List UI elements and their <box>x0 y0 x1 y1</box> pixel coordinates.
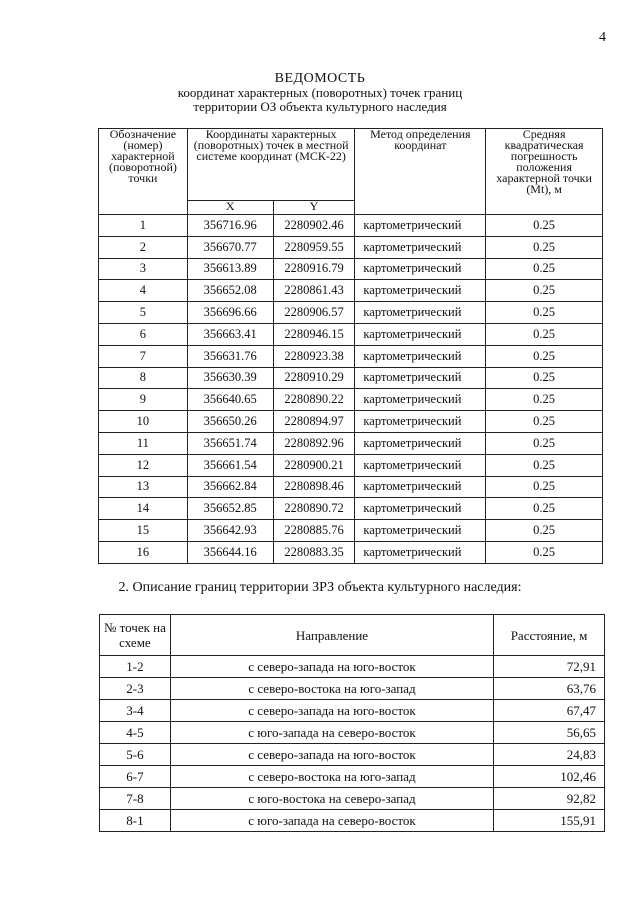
distance-cell: 155,91 <box>494 810 605 832</box>
header-points: № точек на схеме <box>100 615 171 656</box>
point-number-cell: 13 <box>99 476 188 498</box>
x-coordinate-cell: 356644.16 <box>187 541 273 563</box>
direction-cell: с северо-востока на юго-запад <box>170 678 493 700</box>
distance-cell: 92,82 <box>494 788 605 810</box>
method-cell: картометрический <box>355 345 486 367</box>
x-coordinate-cell: 356670.77 <box>187 236 273 258</box>
error-cell: 0.25 <box>486 258 603 280</box>
table-row <box>99 411 603 433</box>
points-cell: 1-2 <box>100 656 171 678</box>
title-line-2: координат характерных (поворотных) точек границ <box>177 85 463 100</box>
point-number-cell: 2 <box>99 236 188 258</box>
table-row <box>100 810 605 832</box>
table-row <box>99 432 603 454</box>
header-method: Метод определения координат <box>355 129 486 215</box>
method-cell: картометрический <box>355 541 486 563</box>
distance-cell: 72,91 <box>494 656 605 678</box>
points-cell: 4-5 <box>100 722 171 744</box>
y-coordinate-cell: 2280892.96 <box>273 432 355 454</box>
x-coordinate-cell: 356716.96 <box>187 215 273 237</box>
distance-cell: 24,83 <box>494 744 605 766</box>
direction-cell: с северо-запада на юго-восток <box>170 744 493 766</box>
error-cell: 0.25 <box>486 432 603 454</box>
x-coordinate-cell: 356650.26 <box>187 411 273 433</box>
y-coordinate-cell: 2280923.38 <box>273 345 355 367</box>
table-row <box>99 389 603 411</box>
point-number-cell: 4 <box>99 280 188 302</box>
table-row <box>99 498 603 520</box>
points-cell: 6-7 <box>100 766 171 788</box>
method-cell: картометрический <box>355 323 486 345</box>
header-designation: Обозначение (номер) характерной (поворотной) точки <box>99 129 188 215</box>
y-coordinate-cell: 2280861.43 <box>273 280 355 302</box>
y-coordinate-cell: 2280906.57 <box>273 302 355 324</box>
error-cell: 0.25 <box>486 367 603 389</box>
x-coordinate-cell: 356652.85 <box>187 498 273 520</box>
error-cell: 0.25 <box>486 280 603 302</box>
point-number-cell: 15 <box>99 520 188 542</box>
header-error: Средняя квадратическая погрешность положения характерной точки (Mt), м <box>486 129 603 215</box>
table-row <box>99 541 603 563</box>
table-row <box>99 367 603 389</box>
error-cell: 0.25 <box>486 498 603 520</box>
error-cell: 0.25 <box>486 520 603 542</box>
x-coordinate-cell: 356631.76 <box>187 345 273 367</box>
table-row <box>99 323 603 345</box>
table-row <box>100 744 605 766</box>
section-2-title: 2. Описание границ территории ЗРЗ объекта культурного наследия: <box>118 580 522 595</box>
points-cell: 8-1 <box>100 810 171 832</box>
point-number-cell: 11 <box>99 432 188 454</box>
table-row <box>99 520 603 542</box>
point-number-cell: 9 <box>99 389 188 411</box>
table-row <box>99 236 603 258</box>
method-cell: картометрический <box>355 258 486 280</box>
point-number-cell: 3 <box>99 258 188 280</box>
table-row <box>100 722 605 744</box>
x-coordinate-cell: 356662.84 <box>187 476 273 498</box>
x-coordinate-cell: 356652.08 <box>187 280 273 302</box>
header-distance: Расстояние, м <box>494 615 605 656</box>
direction-cell: с северо-востока на юго-запад <box>170 766 493 788</box>
y-coordinate-cell: 2280890.22 <box>273 389 355 411</box>
table-row <box>100 700 605 722</box>
point-number-cell: 1 <box>99 215 188 237</box>
point-number-cell: 5 <box>99 302 188 324</box>
title-line-3: территории ОЗ объекта культурного наследия <box>193 99 447 114</box>
direction-cell: с северо-запада на юго-восток <box>170 656 493 678</box>
method-cell: картометрический <box>355 302 486 324</box>
point-number-cell: 16 <box>99 541 188 563</box>
document-title <box>0 72 640 114</box>
points-cell: 5-6 <box>100 744 171 766</box>
x-coordinate-cell: 356642.93 <box>187 520 273 542</box>
method-cell: картометрический <box>355 236 486 258</box>
x-coordinate-cell: 356613.89 <box>187 258 273 280</box>
direction-cell: с юго-запада на северо-восток <box>170 810 493 832</box>
method-cell: картометрический <box>355 454 486 476</box>
y-coordinate-cell: 2280910.29 <box>273 367 355 389</box>
coordinates-table <box>98 128 603 564</box>
error-cell: 0.25 <box>486 476 603 498</box>
y-coordinate-cell: 2280902.46 <box>273 215 355 237</box>
point-number-cell: 6 <box>99 323 188 345</box>
error-cell: 0.25 <box>486 323 603 345</box>
distance-cell: 56,65 <box>494 722 605 744</box>
table-row <box>100 656 605 678</box>
method-cell: картометрический <box>355 498 486 520</box>
table-row <box>99 302 603 324</box>
point-number-cell: 14 <box>99 498 188 520</box>
y-coordinate-cell: 2280894.97 <box>273 411 355 433</box>
method-cell: картометрический <box>355 389 486 411</box>
points-cell: 2-3 <box>100 678 171 700</box>
x-coordinate-cell: 356661.54 <box>187 454 273 476</box>
y-coordinate-cell: 2280883.35 <box>273 541 355 563</box>
error-cell: 0.25 <box>486 236 603 258</box>
table-row <box>99 280 603 302</box>
error-cell: 0.25 <box>486 411 603 433</box>
method-cell: картометрический <box>355 520 486 542</box>
y-coordinate-cell: 2280946.15 <box>273 323 355 345</box>
distance-cell: 67,47 <box>494 700 605 722</box>
x-coordinate-cell: 356630.39 <box>187 367 273 389</box>
y-coordinate-cell: 2280898.46 <box>273 476 355 498</box>
header-x: X <box>187 201 273 215</box>
table-row <box>99 476 603 498</box>
point-number-cell: 8 <box>99 367 188 389</box>
table-row <box>100 788 605 810</box>
method-cell: картометрический <box>355 367 486 389</box>
y-coordinate-cell: 2280890.72 <box>273 498 355 520</box>
y-coordinate-cell: 2280959.55 <box>273 236 355 258</box>
error-cell: 0.25 <box>486 345 603 367</box>
method-cell: картометрический <box>355 215 486 237</box>
points-cell: 3-4 <box>100 700 171 722</box>
points-cell: 7-8 <box>100 788 171 810</box>
direction-cell: с юго-востока на северо-запад <box>170 788 493 810</box>
header-y: Y <box>273 201 355 215</box>
table-row <box>99 215 603 237</box>
method-cell: картометрический <box>355 280 486 302</box>
header-coordinates: Координаты характерных (поворотных) точек в местной системе координат (МСК-22) <box>187 129 355 201</box>
error-cell: 0.25 <box>486 302 603 324</box>
y-coordinate-cell: 2280900.21 <box>273 454 355 476</box>
error-cell: 0.25 <box>486 454 603 476</box>
table-row <box>99 345 603 367</box>
error-cell: 0.25 <box>486 215 603 237</box>
table-row <box>100 678 605 700</box>
page-number: 4 <box>599 30 606 45</box>
distance-cell: 102,46 <box>494 766 605 788</box>
direction-cell: с северо-запада на юго-восток <box>170 700 493 722</box>
table-row <box>99 258 603 280</box>
method-cell: картометрический <box>355 411 486 433</box>
x-coordinate-cell: 356696.66 <box>187 302 273 324</box>
direction-cell: с юго-запада на северо-восток <box>170 722 493 744</box>
x-coordinate-cell: 356663.41 <box>187 323 273 345</box>
header-direction: Направление <box>170 615 493 656</box>
method-cell: картометрический <box>355 432 486 454</box>
error-cell: 0.25 <box>486 541 603 563</box>
boundary-description-table <box>99 614 605 832</box>
x-coordinate-cell: 356640.65 <box>187 389 273 411</box>
table-row <box>100 766 605 788</box>
y-coordinate-cell: 2280916.79 <box>273 258 355 280</box>
point-number-cell: 12 <box>99 454 188 476</box>
x-coordinate-cell: 356651.74 <box>187 432 273 454</box>
y-coordinate-cell: 2280885.76 <box>273 520 355 542</box>
table-row <box>99 454 603 476</box>
point-number-cell: 7 <box>99 345 188 367</box>
error-cell: 0.25 <box>486 389 603 411</box>
method-cell: картометрический <box>355 476 486 498</box>
point-number-cell: 10 <box>99 411 188 433</box>
distance-cell: 63,76 <box>494 678 605 700</box>
title-line-1: ВЕДОМОСТЬ <box>274 71 366 86</box>
